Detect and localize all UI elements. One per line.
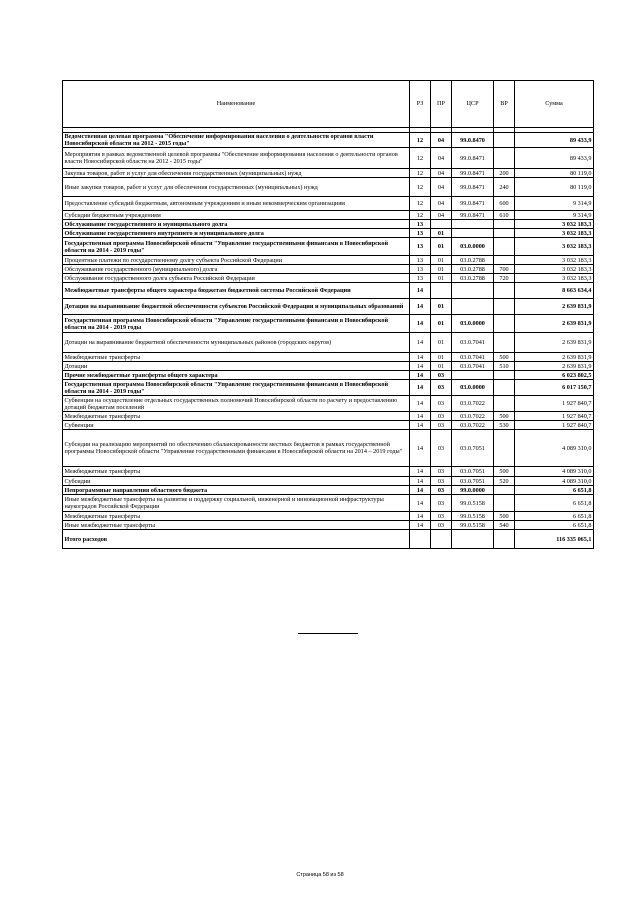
row-sum: 3 032 183,3 (515, 238, 594, 256)
row-name: Государственная программа Новосибирской области "Управление государственными финансами в Новосибирской области на 2014 - 2019 годы" (63, 380, 410, 396)
table-row (63, 133, 594, 148)
header-row (63, 81, 594, 128)
row-name: Обслуживание государственного внутреннего и муниципального долга (63, 229, 410, 238)
row-sum: 3 032 183,3 (515, 229, 594, 238)
row-pr: 04 (431, 178, 452, 197)
row-rz: 14 (410, 486, 431, 495)
row-vr: 500 (494, 412, 515, 421)
table-row (63, 178, 594, 197)
row-csr: 03.0.2788 (452, 256, 494, 265)
total-empty-cell (494, 530, 515, 549)
row-vr (494, 495, 515, 512)
row-name: Межбюджетные трансферты (63, 467, 410, 477)
row-csr: 03.0.0000 (452, 238, 494, 256)
row-sum: 6 651,8 (515, 495, 594, 512)
row-rz: 14 (410, 495, 431, 512)
row-pr: 03 (431, 421, 452, 430)
row-sum: 6 651,8 (515, 512, 594, 521)
row-csr: 03.0.7022 (452, 412, 494, 421)
row-pr: 03 (431, 380, 452, 396)
row-pr: 03 (431, 467, 452, 477)
row-vr (494, 396, 515, 412)
row-pr: 03 (431, 521, 452, 530)
row-name: Обслуживание государственного и муниципального долга (63, 220, 410, 229)
row-csr (452, 220, 494, 229)
row-sum: 9 314,9 (515, 197, 594, 211)
table-row (63, 486, 594, 495)
row-name: Предоставление субсидий бюджетным, автономным учреждениям и иным некоммерческим организациям (63, 197, 410, 211)
budget-table (62, 80, 594, 549)
row-rz: 12 (410, 178, 431, 197)
total-empty-cell (452, 530, 494, 549)
row-vr (494, 283, 515, 299)
row-pr: 01 (431, 274, 452, 283)
row-name: Межбюджетные трансферты (63, 353, 410, 362)
row-name: Иные межбюджетные трансферты (63, 521, 410, 530)
table-row (63, 371, 594, 380)
total-row (63, 530, 594, 549)
row-csr: 03.0.7041 (452, 333, 494, 353)
header-pr: ПР (431, 81, 452, 128)
table-row (63, 362, 594, 371)
row-sum: 80 119,0 (515, 178, 594, 197)
row-csr: 99.0.0000 (452, 486, 494, 495)
row-pr: 01 (431, 299, 452, 315)
row-vr (494, 380, 515, 396)
row-sum: 89 433,9 (515, 148, 594, 169)
row-name: Дотации на выравнивание бюджетной обеспеченности субъектов Российской Федерации и муниципальных образований (63, 299, 410, 315)
row-csr: 99.0.8471 (452, 169, 494, 178)
row-vr (494, 486, 515, 495)
row-vr: 520 (494, 477, 515, 486)
row-pr: 04 (431, 148, 452, 169)
table-row (63, 274, 594, 283)
row-sum: 1 927 840,7 (515, 421, 594, 430)
row-sum: 9 314,9 (515, 211, 594, 220)
row-rz: 14 (410, 333, 431, 353)
row-sum: 3 032 183,3 (515, 256, 594, 265)
row-csr: 99.0.8471 (452, 178, 494, 197)
row-rz: 14 (410, 421, 431, 430)
row-pr: 03 (431, 412, 452, 421)
row-sum: 6 023 802,5 (515, 371, 594, 380)
row-rz: 12 (410, 133, 431, 148)
table-row (63, 148, 594, 169)
row-vr (494, 333, 515, 353)
row-csr: 03.0.0000 (452, 380, 494, 396)
table-row (63, 353, 594, 362)
table-row (63, 283, 594, 299)
table-row (63, 412, 594, 421)
row-rz: 13 (410, 238, 431, 256)
table-row (63, 421, 594, 430)
row-rz: 12 (410, 197, 431, 211)
table-row (63, 299, 594, 315)
row-pr: 04 (431, 211, 452, 220)
row-vr: 500 (494, 512, 515, 521)
row-pr: 01 (431, 256, 452, 265)
row-name: Государственная программа Новосибирской области "Управление государственными финансами в Новосибирской области на 2014 - 2019 годы (63, 315, 410, 333)
row-sum: 2 639 831,9 (515, 315, 594, 333)
row-sum: 3 032 183,3 (515, 220, 594, 229)
row-csr: 99.0.8470 (452, 133, 494, 148)
row-vr: 610 (494, 211, 515, 220)
row-vr: 240 (494, 178, 515, 197)
table-row (63, 229, 594, 238)
row-name: Субвенции на осуществление отдельных государственных полномочий Новосибирской области по расчету и предоставлению дотаций бюджетам поселений (63, 396, 410, 412)
row-name: Государственная программа Новосибирской области "Управление государственными финансами в Новосибирской области на 2014 - 2019 годы" (63, 238, 410, 256)
table-row (63, 256, 594, 265)
table-row (63, 396, 594, 412)
row-vr: 600 (494, 197, 515, 211)
row-vr (494, 430, 515, 467)
row-pr: 03 (431, 477, 452, 486)
table-row (63, 380, 594, 396)
row-name: Межбюджетные трансферты (63, 412, 410, 421)
row-csr: 03.0.7051 (452, 477, 494, 486)
row-sum: 2 639 831,9 (515, 362, 594, 371)
row-csr: 03.0.7051 (452, 467, 494, 477)
row-rz: 13 (410, 274, 431, 283)
table-body (63, 128, 594, 549)
row-rz: 14 (410, 467, 431, 477)
row-vr: 200 (494, 169, 515, 178)
row-name: Обслуживание государственного долга субъекта Российской Федерации (63, 274, 410, 283)
table-row (63, 211, 594, 220)
row-sum: 6 651,8 (515, 486, 594, 495)
row-csr: 03.0.7041 (452, 353, 494, 362)
row-sum: 2 639 831,9 (515, 299, 594, 315)
row-csr: 99.0.8471 (452, 148, 494, 169)
row-sum: 4 089 310,0 (515, 430, 594, 467)
row-vr (494, 229, 515, 238)
row-vr (494, 299, 515, 315)
row-name: Иные межбюджетные трансферты на развитие и поддержку социальной, инженерной и инновационной инфраструктуры наукоградов Российской Федерации (63, 495, 410, 512)
row-name: Субсидии на реализацию мероприятий по обеспечению сбалансированности местных бюджетов в рамках государственной программы Новосибирской области "Управление государственными финансами в Новосибирской области на 2014 – 2019 годы" (63, 430, 410, 467)
row-rz: 14 (410, 521, 431, 530)
row-pr: 01 (431, 353, 452, 362)
row-csr (452, 229, 494, 238)
row-pr: 01 (431, 238, 452, 256)
row-pr: 01 (431, 229, 452, 238)
row-name: Закупка товаров, работ и услуг для обеспечения государственных (муниципальных) нужд (63, 169, 410, 178)
row-rz: 13 (410, 220, 431, 229)
row-name: Непрограммные направления областного бюджета (63, 486, 410, 495)
row-rz: 14 (410, 362, 431, 371)
row-pr: 01 (431, 333, 452, 353)
row-vr: 500 (494, 353, 515, 362)
row-rz: 14 (410, 477, 431, 486)
row-vr: 720 (494, 274, 515, 283)
row-rz: 14 (410, 396, 431, 412)
row-name: Процентные платежи по государственному долгу субъекта Российской Федерации (63, 256, 410, 265)
row-csr: 99.0.8471 (452, 211, 494, 220)
row-name: Обслуживание государственного (муниципального) долга (63, 265, 410, 274)
row-pr: 03 (431, 495, 452, 512)
row-pr: 01 (431, 315, 452, 333)
row-pr: 04 (431, 133, 452, 148)
row-vr (494, 256, 515, 265)
row-vr (494, 238, 515, 256)
row-name: Межбюджетные трансферты общего характера бюджетам бюджетной системы Российской Федерации (63, 283, 410, 299)
row-csr (452, 371, 494, 380)
row-pr (431, 220, 452, 229)
row-vr (494, 133, 515, 148)
row-sum: 89 433,9 (515, 133, 594, 148)
row-rz: 12 (410, 211, 431, 220)
row-sum: 2 639 831,9 (515, 353, 594, 362)
header-csr: ЦСР (452, 81, 494, 128)
row-sum: 3 032 183,3 (515, 274, 594, 283)
row-name: Субсидии бюджетным учреждениям (63, 211, 410, 220)
row-pr: 01 (431, 265, 452, 274)
row-csr: 03.0.7051 (452, 430, 494, 467)
row-rz: 14 (410, 283, 431, 299)
table-row (63, 315, 594, 333)
row-name: Субвенции (63, 421, 410, 430)
row-vr (494, 371, 515, 380)
row-vr: 540 (494, 521, 515, 530)
header-vr: ВР (494, 81, 515, 128)
row-rz: 13 (410, 229, 431, 238)
row-sum: 3 032 183,3 (515, 265, 594, 274)
table-row (63, 265, 594, 274)
row-rz: 14 (410, 512, 431, 521)
row-pr: 03 (431, 396, 452, 412)
row-sum: 4 089 310,0 (515, 467, 594, 477)
row-name: Прочие межбюджетные трансферты общего характера (63, 371, 410, 380)
table-row (63, 477, 594, 486)
table-row (63, 220, 594, 229)
table-row (63, 430, 594, 467)
row-rz: 14 (410, 371, 431, 380)
table-row (63, 512, 594, 521)
row-csr: 03.0.2788 (452, 265, 494, 274)
row-vr: 510 (494, 362, 515, 371)
row-rz: 14 (410, 380, 431, 396)
row-rz: 14 (410, 315, 431, 333)
row-pr: 03 (431, 512, 452, 521)
row-csr: 99.0.5158 (452, 495, 494, 512)
row-csr: 03.0.7041 (452, 362, 494, 371)
total-label: Итого расходов (63, 530, 410, 549)
row-rz: 14 (410, 299, 431, 315)
row-vr: 700 (494, 265, 515, 274)
row-rz: 13 (410, 265, 431, 274)
row-sum: 8 663 634,4 (515, 283, 594, 299)
row-rz: 14 (410, 353, 431, 362)
row-vr: 530 (494, 421, 515, 430)
table-row (63, 197, 594, 211)
row-csr: 03.0.2788 (452, 274, 494, 283)
table-row (63, 495, 594, 512)
row-rz: 13 (410, 256, 431, 265)
row-vr (494, 315, 515, 333)
row-vr: 500 (494, 467, 515, 477)
row-sum: 1 927 840,7 (515, 396, 594, 412)
separator-line (298, 633, 358, 634)
row-pr: 04 (431, 197, 452, 211)
row-name: Дотации (63, 362, 410, 371)
row-rz: 12 (410, 169, 431, 178)
row-rz: 12 (410, 148, 431, 169)
header-sum: Сумма (515, 81, 594, 128)
row-csr: 99.0.5158 (452, 521, 494, 530)
row-csr: 99.0.5158 (452, 512, 494, 521)
header-name: Наименование (63, 81, 410, 128)
row-rz: 14 (410, 430, 431, 467)
row-pr (431, 283, 452, 299)
row-name: Дотации на выравнивание бюджетной обеспеченности муниципальных районов (городских округов) (63, 333, 410, 353)
row-name: Иные закупки товаров, работ и услуг для обеспечения государственных (муниципальных) нужд (63, 178, 410, 197)
row-pr: 03 (431, 486, 452, 495)
row-pr: 04 (431, 169, 452, 178)
total-empty-cell (410, 530, 431, 549)
row-name: Мероприятия в рамках ведомственной целевой программы "Обеспечение информирования населения о деятельности органов власти Новосибирской области на 2012 - 2015 годы" (63, 148, 410, 169)
total-empty-cell (431, 530, 452, 549)
row-name: Ведомственная целевая программа "Обеспечение информирования населения о деятельности органов власти Новосибирской области на 2012 - 2015 годы" (63, 133, 410, 148)
row-csr (452, 283, 494, 299)
row-name: Межбюджетные трансферты (63, 512, 410, 521)
row-sum: 6 017 150,7 (515, 380, 594, 396)
row-vr (494, 220, 515, 229)
row-pr: 03 (431, 430, 452, 467)
row-pr: 01 (431, 362, 452, 371)
table-row (63, 169, 594, 178)
table-row (63, 333, 594, 353)
row-sum: 80 119,0 (515, 169, 594, 178)
table-row (63, 467, 594, 477)
row-rz: 14 (410, 412, 431, 421)
table-row (63, 238, 594, 256)
row-pr: 03 (431, 371, 452, 380)
row-name: Субсидии (63, 477, 410, 486)
row-csr (452, 299, 494, 315)
row-sum: 2 639 831,9 (515, 333, 594, 353)
row-vr (494, 148, 515, 169)
row-csr: 99.0.8471 (452, 197, 494, 211)
row-csr: 03.0.0000 (452, 315, 494, 333)
header-rz: РЗ (410, 81, 431, 128)
total-sum: 116 335 065,1 (515, 530, 594, 549)
row-sum: 1 927 840,7 (515, 412, 594, 421)
page-number: Страница 58 из 58 (296, 872, 344, 878)
row-csr: 03.0.7022 (452, 421, 494, 430)
row-sum: 6 651,8 (515, 521, 594, 530)
table-row (63, 521, 594, 530)
row-csr: 03.0.7022 (452, 396, 494, 412)
row-sum: 4 089 310,0 (515, 477, 594, 486)
